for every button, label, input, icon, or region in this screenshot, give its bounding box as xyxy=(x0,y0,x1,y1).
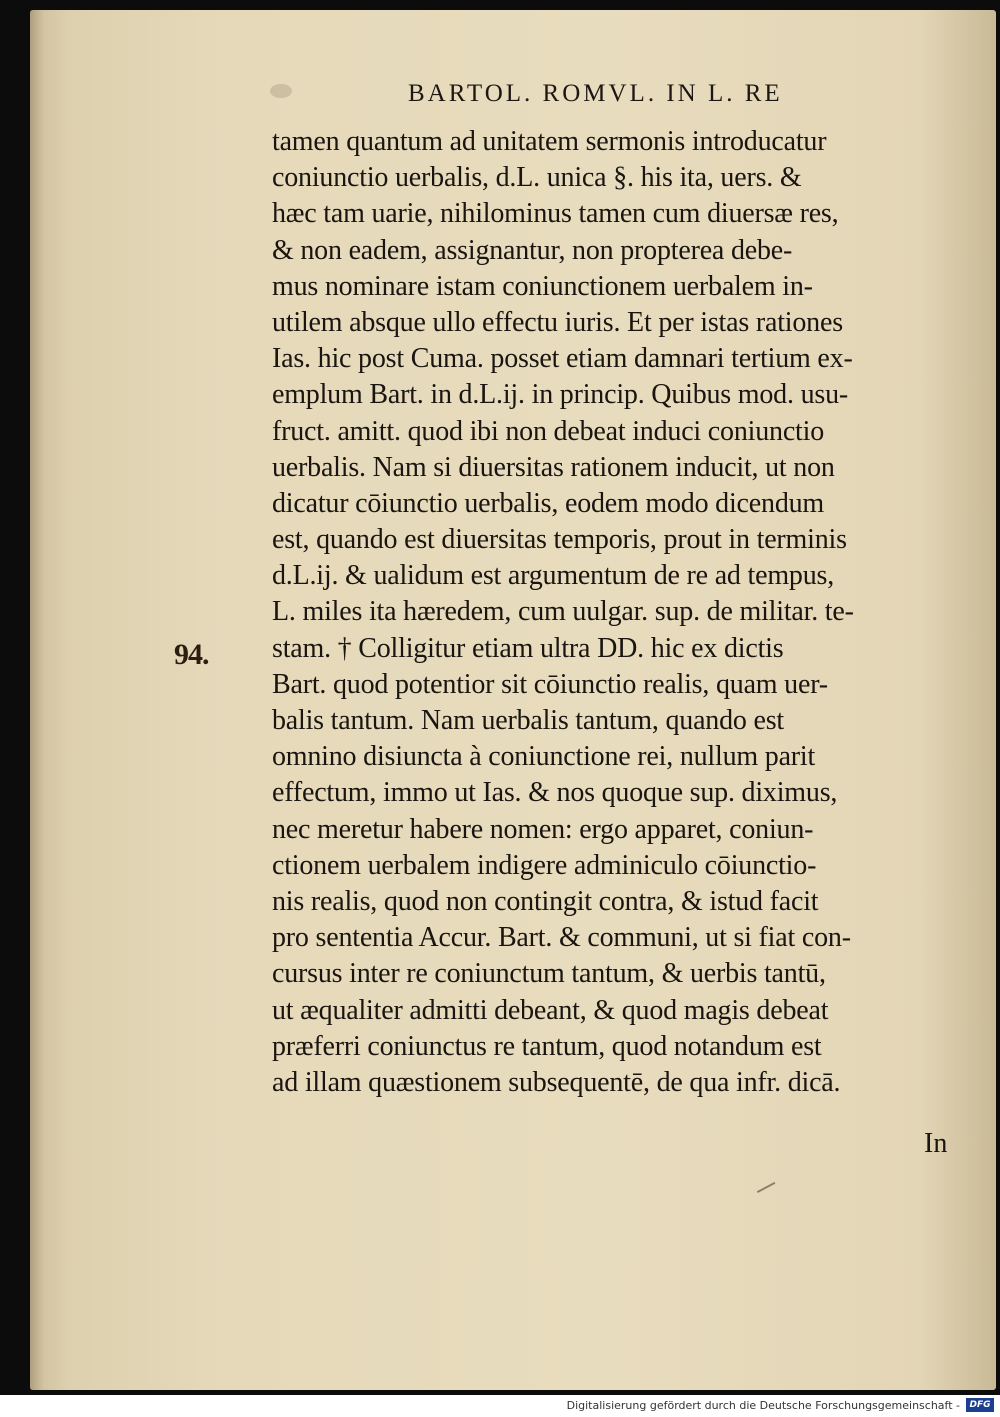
running-head: BARTOL. ROMVL. IN L. RE xyxy=(408,80,783,107)
text-line: cursus inter re coniunctum tantum, & uerbis tantū, xyxy=(272,958,826,990)
text-line: effectum, immo ut Ias. & nos quoque sup. diximus, xyxy=(272,777,838,809)
text-line: ad illam quæstionem subsequentē, de qua infr. dicā. xyxy=(272,1066,841,1098)
text-line: ut æqualiter admitti debeant, & quod magis debeat xyxy=(272,994,829,1026)
text-line: omnino disiuncta à coniunctione rei, nullum parit xyxy=(272,741,816,773)
text-line: d.L.ij. & ualidum est argumentum de re ad tempus, xyxy=(272,560,835,592)
margin-note-number: 94. xyxy=(174,638,209,671)
body-text xyxy=(272,124,972,1101)
text-line: coniunctio uerbalis, d.L. unica §. his ita, uers. & xyxy=(272,162,802,194)
text-line: fruct. amitt. quod ibi non debeat induci coniunctio xyxy=(272,415,825,447)
text-line: L. miles ita hæredem, cum uulgar. sup. de militar. te- xyxy=(272,596,854,628)
text-line: & non eadem, assignantur, non propterea debe- xyxy=(272,234,793,266)
text-line: stam. † Colligitur etiam ultra DD. hic ex dictis xyxy=(272,632,784,664)
text-line: ctionem uerbalem indigere adminiculo cōiunctio- xyxy=(272,849,817,881)
ink-smudge xyxy=(270,84,292,98)
dfg-logo-icon[interactable]: DFG xyxy=(966,1398,994,1412)
text-line: mus nominare istam coniunctionem uerbalem in- xyxy=(272,270,813,302)
text-line: utilem absque ullo effectu iuris. Et per istas rationes xyxy=(272,306,843,338)
text-line: præferri coniunctus re tantum, quod notandum est xyxy=(272,1030,822,1062)
page-gutter-shadow xyxy=(30,10,44,1390)
text-line: hæc tam uarie, nihilominus tamen cum diuersæ res, xyxy=(272,198,839,230)
text-line: Bart. quod potentior sit cōiunctio realis, quam uer- xyxy=(272,668,828,700)
text-line: tamen quantum ad unitatem sermonis introducatur xyxy=(272,126,827,157)
text-line: uerbalis. Nam si diuersitas rationem inducit, ut non xyxy=(272,451,835,483)
text-line: pro sententia Accur. Bart. & communi, ut si fiat con- xyxy=(272,922,851,954)
text-line: emplum Bart. in d.L.ij. in princip. Quibus mod. usu- xyxy=(272,379,849,411)
text-line: est, quando est diuersitas temporis, prout in terminis xyxy=(272,524,847,556)
text-line: nec meretur habere nomen: ergo apparet, coniun- xyxy=(272,813,814,845)
funding-credit: Digitalisierung gefördert durch die Deutsche Forschungsgemeinschaft - xyxy=(566,1399,960,1412)
text-line: balis tantum. Nam uerbalis tantum, quando est xyxy=(272,705,785,736)
catchword: In xyxy=(924,1128,948,1159)
text-line: dicatur cōiunctio uerbalis, eodem modo dicendum xyxy=(272,487,824,519)
text-line: Ias. hic post Cuma. posset etiam damnari tertium ex- xyxy=(272,343,853,375)
text-line: nis realis, quod non contingit contra, & istud facit xyxy=(272,885,819,917)
digitization-footer xyxy=(0,1395,1000,1417)
